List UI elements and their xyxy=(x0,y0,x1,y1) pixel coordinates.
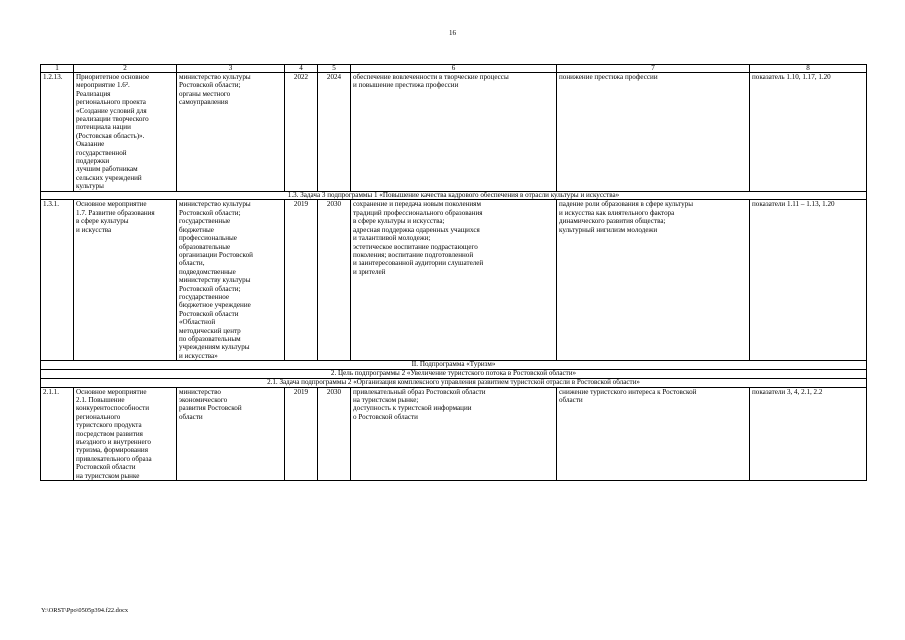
measure-number: 2.1.1. xyxy=(41,387,74,480)
table-row xyxy=(41,387,867,480)
column-header: 6 xyxy=(351,65,557,73)
section-row xyxy=(41,370,867,379)
column-header: 1 xyxy=(41,65,74,73)
non-implementation-consequences: понижение престижа профессии xyxy=(557,73,750,192)
related-indicators: показатели 3, 4, 2.1, 2.2 xyxy=(750,387,867,480)
related-indicators: показатель 1.10, 1.17, 1.20 xyxy=(750,73,867,192)
page-number: 16 xyxy=(449,29,456,37)
expected-result: обеспечение вовлеченности в творческие процессы и повышение престижа профессии xyxy=(351,73,557,192)
table-row xyxy=(41,200,867,361)
end-year: 2024 xyxy=(318,73,351,192)
measure-executor: министерство культуры Ростовской области; органы местного самоуправления xyxy=(177,73,285,192)
section-row xyxy=(41,378,867,387)
measure-name: Основное мероприятие 1.7. Развитие образования в сфере культуры и искусства xyxy=(74,200,177,361)
start-year: 2019 xyxy=(285,200,318,361)
end-year: 2030 xyxy=(318,387,351,480)
task-heading: 1.3. Задача 3 подпрограммы 1 «Повышение качества кадрового обеспечения в отрасли культуры и искусства» xyxy=(41,191,867,200)
measure-executor: министерство культуры Ростовской области; государственные бюджетные профессиональные образовательные организации Ростовской области, подведомственные министерству культуры Ростовской области; государственное бюджетное учреждение Ростовской области «Областной методический центр по образовательным учреждениям культуры и искусства» xyxy=(177,200,285,361)
measure-number: 1.2.13. xyxy=(41,73,74,192)
non-implementation-consequences: снижение туристского интереса к Ростовской области xyxy=(557,387,750,480)
measures-table xyxy=(40,64,867,481)
column-number-row xyxy=(41,65,867,73)
non-implementation-consequences: падение роли образования в сфере культуры и искусства как влиятельного фактора динамического развития общества; культурный нигилизм молодежи xyxy=(557,200,750,361)
column-header: 3 xyxy=(177,65,285,73)
column-header: 5 xyxy=(318,65,351,73)
measure-name: Приоритетное основное мероприятие 1.6². Реализация регионального проекта «Создание условий для реализации творческого потенциала нации (Ростовская область)». Оказание государственной поддержки лучшим работникам сельских учреждений культуры xyxy=(74,73,177,192)
column-header: 7 xyxy=(557,65,750,73)
column-header: 8 xyxy=(750,65,867,73)
measure-executor: министерство экономического развития Ростовской области xyxy=(177,387,285,480)
related-indicators: показатели 1.11 – 1.13, 1.20 xyxy=(750,200,867,361)
measure-name: Основное мероприятие 2.1. Повышение конкурентоспособности регионального туристского продукта посредством развития въездного и внутреннего туризма, формирования привлекательного образа Ростовской области на туристском рынке xyxy=(74,387,177,480)
column-header: 4 xyxy=(285,65,318,73)
start-year: 2019 xyxy=(285,387,318,480)
subprogram-heading: II. Подпрограмма «Туризм» xyxy=(41,361,867,370)
measure-number: 1.3.1. xyxy=(41,200,74,361)
end-year: 2030 xyxy=(318,200,351,361)
column-header: 2 xyxy=(74,65,177,73)
expected-result: привлекательный образ Ростовской области на туристском рынке; доступность к туристской информации о Ростовской области xyxy=(351,387,557,480)
section-row xyxy=(41,191,867,200)
goal-heading: 2. Цель подпрограммы 2 «Увеличение туристского потока в Ростовской области» xyxy=(41,370,867,379)
table-row xyxy=(41,73,867,192)
task-heading: 2.1. Задача подпрограммы 2 «Организация комплексного управления развитием туристской отрасли в Ростовской области» xyxy=(41,378,867,387)
document-path: Y:\ORST\Ppo\0505p394.f22.docx xyxy=(41,607,129,614)
start-year: 2022 xyxy=(285,73,318,192)
expected-result: сохранение и передача новым поколениям традиций профессионального образования в сфере культуры и искусства; адресная поддержка одаренных учащихся и талантливой молодежи; эстетическое воспитание подрастающего поколения; воспитание подготовленной и заинтересованной аудитории слушателей и зрителей xyxy=(351,200,557,361)
